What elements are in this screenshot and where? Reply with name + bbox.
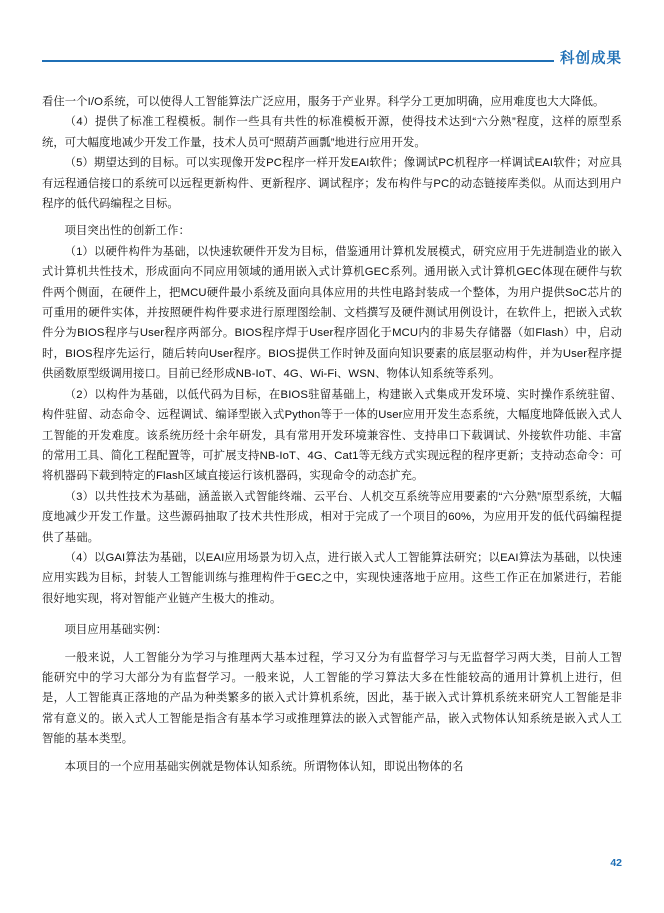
paragraph: 看住一个I/O系统，可以使得人工智能算法广泛应用，服务于产业界。科学分工更加明确，应用难度也大大降低。	[42, 96, 605, 108]
header-rule	[42, 60, 554, 62]
paragraph: 本项目的一个应用基础实例就是物体认知系统。所谓物体认知，即说出物体的名	[64, 760, 464, 773]
paragraph: （1）以硬件构件为基础，以快速软硬件开发为目标，借鉴通用计算机发展模式，研究应用于先进制造业的嵌入式计算机共性技术，形成面向不同应用领域的通用嵌入式计算机GEC系列。通用嵌入式计算机GEC体现在硬件与软件两个侧面，在硬件上，把MCU硬件最小系统及面向具体应用的共性电路封装成一个整体，为用户提供SoC芯片的可重用的硬件实体，并按照硬件构件要求进行原理图绘制、文档撰写及硬件测试用例设计，在软件上，把嵌入式软件分为BIOS程序与User程序两部分。BIOS程序焊于User程序固化于MCU内的非易失存储器（如Flash）中，启动时，BIOS程序先运行，随后转向User程序。BIOS提供工作时钟及面向知识要素的底层驱动构件，并为User程序提供函数原型级调用接口。目前已经形成NB-IoT、4G、Wi-Fi、WSN、物体认知系统等系列。	[42, 245, 622, 381]
paragraph: （3）以共性技术为基础，涵盖嵌入式智能终端、云平台、人机交互系统等应用要素的“六分熟”原型系统，大幅度地减少开发工作量。这些源码抽取了技术共性形成，相对于完成了一个项目的60%，为应用开发的低代码编程提供了基础。	[42, 490, 622, 544]
paragraph: （4）提供了标准工程模板。制作一些具有共性的标准模板开源，使得技术达到“六分熟”程度，这样的原型系统，可大幅度地减少开发工作量，技术人员可“照葫芦画瓢”地进行应用开发。	[42, 116, 622, 149]
page-number: 42	[610, 857, 622, 869]
page-content	[42, 92, 622, 777]
paragraph-heading: 项目应用基础实例：	[64, 624, 168, 637]
paragraph: （4）以GAI算法为基础，以EAI应用场景为切入点，进行嵌入式人工智能算法研究；以EAI算法为基础，以快速应用实践为目标，封装人工智能训练与推理构件于GEC之中，实现快速落地于应用。这些工作正在加紧进行，若能很好地实现，将对智能产业链产生极大的推动。	[42, 551, 622, 605]
page-header	[0, 48, 664, 74]
header-title: 科创成果	[560, 51, 622, 67]
paragraph-heading: 项目突出性的创新工作：	[64, 225, 190, 238]
paragraph: （2）以构件为基础，以低代码为目标，在BIOS驻留基础上，构建嵌入式集成开发环境、实时操作系统驻留、构件驻留、动态命令、远程调试、编译型嵌入式Python等于一体的User应用开发生态系统，大幅度地降低嵌入式人工智能的开发难度。该系统历经十余年研发，具有常用开发环境兼容性、支持串口下载调试、外接软件功能、丰富的常用工具、简化工程配置等，可扩展支持NB-IoT、4G、Cat1等无线方式实现远程的程序更新；支持动态命令：可将机器码下载到特定的Flash区域直接运行该机器码，实现命令的动态扩充。	[42, 388, 622, 483]
paragraph: 一般来说，人工智能分为学习与推理两大基本过程，学习又分为有监督学习与无监督学习两大类，目前人工智能研究中的学习大部分为有监督学习。一般来说，人工智能的学习算法大多在性能较高的通用计算机上进行，但是，人工智能真正落地的产品为种类繁多的嵌入式计算机系统，因此，基于嵌入式计算机系统来研究人工智能是非常有意义的。嵌入式人工智能是指含有基本学习或推理算法的嵌入式智能产品，嵌入式物体认知系统是嵌入式人工智能的基本类型。	[42, 651, 622, 746]
paragraph: （5）期望达到的目标。可以实现像开发PC程序一样开发EAI软件；像调试PC机程序一样调试EAI软件；对应具有远程通信接口的系统可以远程更新构件、更新程序、调试程序；发布构件与PC的动态链接库类似。从而达到用户程序的低代码编程之目标。	[42, 157, 622, 211]
